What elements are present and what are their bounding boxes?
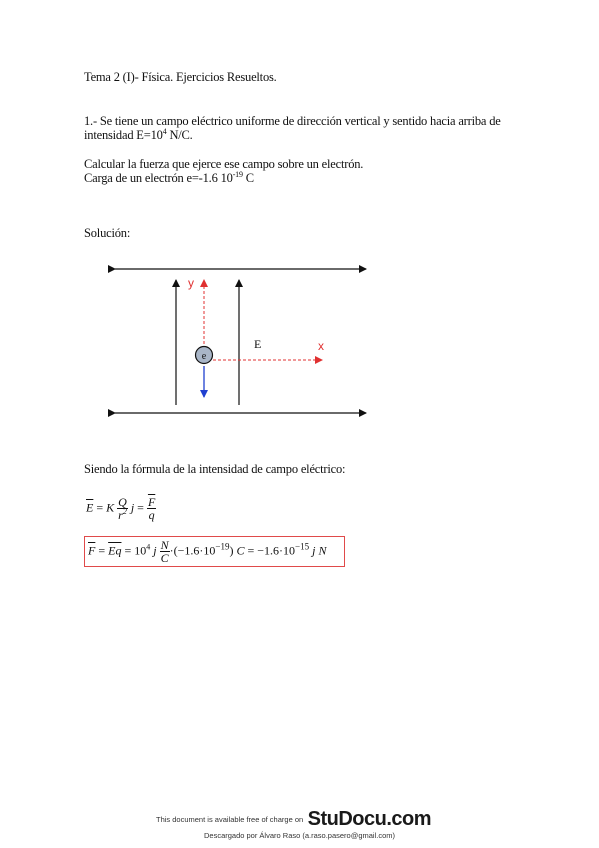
y-axis-label: y bbox=[188, 276, 194, 290]
electron-charge: Carga de un electrón e=-1.6 $10^{-19}$ C bbox=[84, 169, 254, 185]
formula-intro: Siendo la fórmula de la intensidad de campo eléctrico: bbox=[84, 462, 346, 476]
problem-question: Calcular la fuerza que ejerce ese campo sobre un electrón. bbox=[84, 157, 364, 171]
availability-text: This document is available free of charge on bbox=[156, 815, 304, 824]
field-label: E bbox=[254, 337, 262, 351]
problem-line-1: 1.- Se tiene un campo eléctrico uniforme de dirección vertical y sentido hacia arriba de bbox=[84, 114, 501, 128]
electron-label: e bbox=[201, 351, 207, 362]
x-axis-label: x bbox=[318, 339, 324, 353]
force-equation: $\overline{F} = \overline{Eq} = 10^4$ j $\frac{N}{C}$ $\cdot(-1.6\cdot 10^{-19}) C = -1.6\cdot 10^{-15}$ j N bbox=[88, 538, 327, 565]
studocu-logo[interactable]: StuDocu.com bbox=[307, 808, 432, 830]
download-credit: Descargado por Álvaro Raso (a.raso.pasero@gmail.com) bbox=[203, 831, 396, 840]
field-equation: $\overline{E} = K$ $\frac{Q}{r^2}$ j = $\frac{\overline{F}}{q}$ bbox=[86, 495, 156, 522]
studocu-banner bbox=[156, 808, 431, 831]
document-title: Tema 2 (I)- Física. Ejercicios Resueltos. bbox=[84, 70, 277, 84]
solution-label: Solución: bbox=[84, 226, 131, 240]
problem-line-2: intensidad $E=10^4$ N/C. bbox=[84, 126, 193, 142]
